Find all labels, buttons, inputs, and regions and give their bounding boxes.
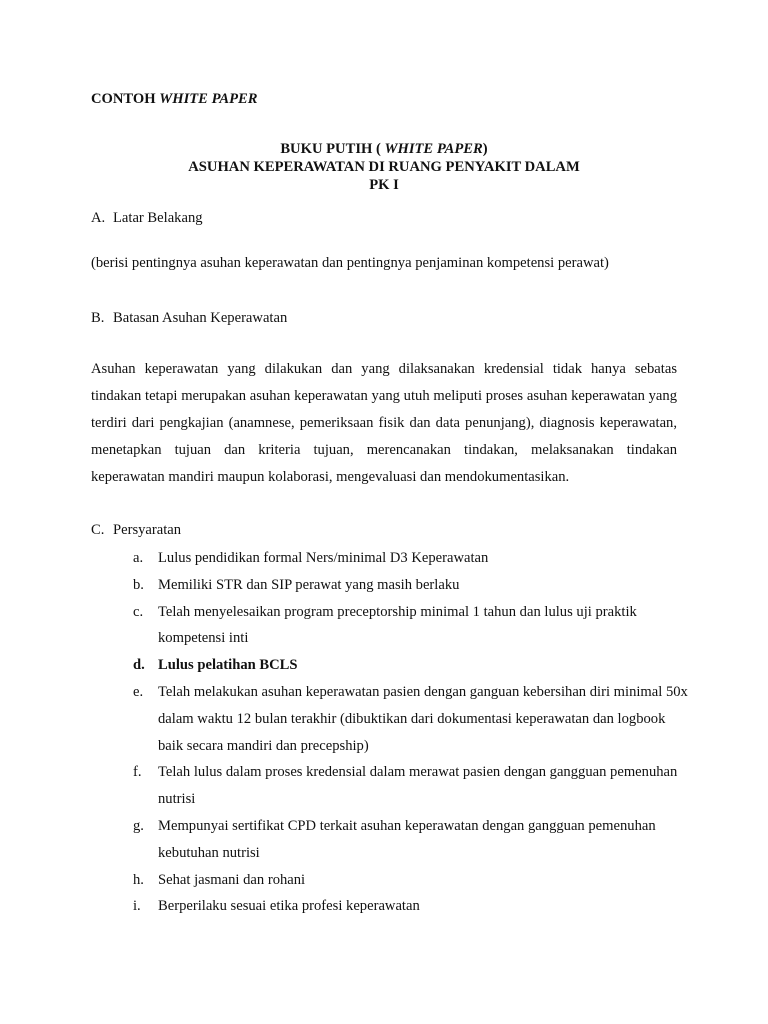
requirements-list <box>133 545 693 920</box>
list-item-marker: e. <box>133 683 144 700</box>
list-item <box>133 545 693 572</box>
list-item-marker: a. <box>133 550 144 566</box>
list-item-marker: h. <box>133 871 144 888</box>
list-item <box>133 867 693 894</box>
list-item-text: Telah menyelesaikan program preceptorship minimal 1 tahun dan lulus uji praktik kompetensi inti <box>158 603 637 647</box>
list-item-marker: d. <box>133 657 145 674</box>
list-item-text: Sehat jasmani dan rohani <box>158 871 306 888</box>
list-item-text: Berperilaku sesuai etika profesi keperawatan <box>158 898 420 915</box>
document-heading <box>91 91 258 108</box>
list-item-marker: c. <box>133 603 144 620</box>
list-item-text: Memiliki STR dan SIP perawat yang masih berlaku <box>158 576 460 593</box>
list-item-text: Lulus pendidikan formal Ners/minimal D3 Keperawatan <box>158 550 489 566</box>
section-a-text: (berisi pentingnya asuhan keperawatan dan pentingnya penjaminan kompetensi perawat) <box>91 255 609 271</box>
list-item-marker: f. <box>133 764 142 781</box>
list-item-text: Mempunyai sertifikat CPD terkait asuhan keperawatan dengan gangguan pemenuhan kebutuhan nutrisi <box>158 817 656 861</box>
heading-prefix: CONTOH <box>91 91 160 107</box>
list-item <box>133 893 693 920</box>
list-item <box>133 679 693 759</box>
list-item <box>133 813 693 867</box>
section-b-text: Asuhan keperawatan yang dilakukan dan yang dilaksanakan kredensial tidak hanya sebatas tindakan tetapi merupakan asuhan keperawatan yang utuh meliputi proses asuhan keperawatan yang terdiri dari pengkajian (anamnese, pemeriksaan fisik dan data penunjang), diagnosis keperawatan, menetapkan tujuan dan kriteria tujuan, merencanakan tindakan, melaksanakan tindakan keperawatan mandiri maupun kolaborasi, mengevaluasi dan mendokumentasikan. <box>91 361 677 485</box>
section-c-heading: C. Persyaratan <box>91 522 182 538</box>
list-item-text: Lulus pelatihan BCLS <box>158 657 298 674</box>
list-item-marker: i. <box>133 898 141 915</box>
list-item-marker: b. <box>133 576 144 593</box>
title-line-1: BUKU PUTIH ( WHITE PAPER) <box>280 141 488 157</box>
list-item-marker: g. <box>133 817 144 834</box>
list-item-text: Telah melakukan asuhan keperawatan pasien dengan ganguan kebersihan diri minimal 50x dalam waktu 12 bulan terakhir (dibuktikan dari dokumentasi keperawatan dan logbook baik secara mandiri dan precepship) <box>158 683 688 754</box>
list-item-text: Telah lulus dalam proses kredensial dalam merawat pasien dengan gangguan pemenuhan nutrisi <box>158 764 678 808</box>
title-line-2: ASUHAN KEPERAWATAN DI RUANG PENYAKIT DALAM <box>188 159 580 175</box>
list-item <box>133 599 693 653</box>
section-a-heading: A. Latar Belakang <box>91 210 203 226</box>
title-line-3: PK I <box>369 177 399 193</box>
list-item <box>133 652 693 679</box>
list-item <box>133 572 693 599</box>
section-b-heading: B. Batasan Asuhan Keperawatan <box>91 310 288 326</box>
heading-emphasis: WHITE PAPER <box>159 91 258 107</box>
list-item <box>133 759 693 813</box>
